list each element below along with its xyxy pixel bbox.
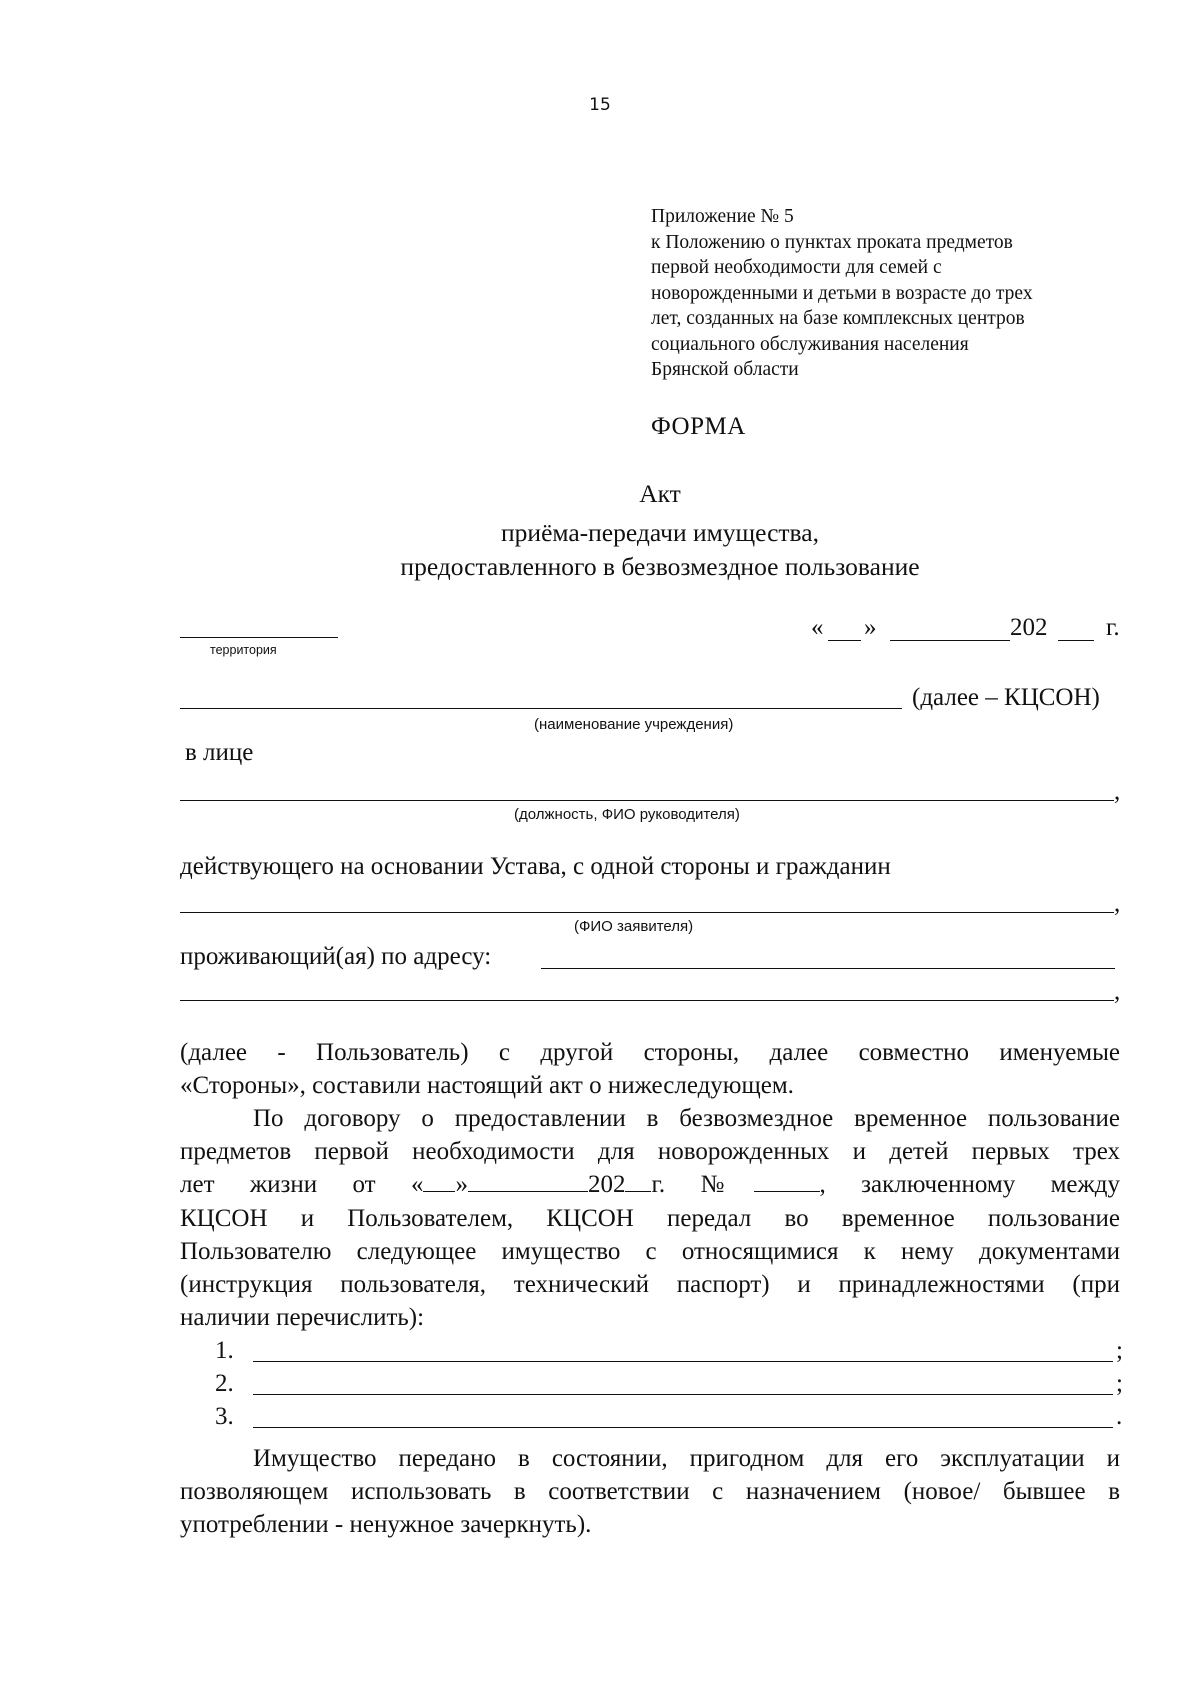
date-day-blank xyxy=(828,640,861,641)
paragraph-line: (инструкция пользователя, технический паспорт) и принадлежностями (при xyxy=(180,1271,1120,1299)
date-close-quote: » xyxy=(864,614,877,641)
appendix-line: Приложение № 5 xyxy=(651,206,794,227)
contract-text: 202 xyxy=(587,1171,626,1199)
list-item-end: ; xyxy=(1116,1370,1123,1397)
document-title: Акт xyxy=(639,479,681,508)
date-year-blank xyxy=(1058,640,1094,641)
institution-blank xyxy=(180,708,902,709)
appendix-line: к Положению о пунктах проката предметов xyxy=(651,231,1013,253)
paragraph-line: употреблении - ненужное зачеркнуть). xyxy=(180,1511,592,1539)
list-item-end: . xyxy=(1116,1403,1123,1430)
paragraph-line: наличии перечислить): xyxy=(180,1304,425,1332)
contract-paragraph xyxy=(180,1102,1120,1334)
appendix-note xyxy=(651,204,1033,383)
date-month-blank xyxy=(890,640,1010,641)
contract-number-blank xyxy=(754,1173,820,1192)
applicant-blank xyxy=(180,912,1114,913)
paragraph-line: КЦСОН и Пользователем, КЦСОН передал во временное пользование xyxy=(180,1204,1120,1232)
director-blank xyxy=(180,800,1114,801)
condition-paragraph xyxy=(180,1442,1120,1542)
parties-paragraph xyxy=(180,1036,1120,1102)
list-item-end: ; xyxy=(1116,1337,1123,1364)
applicant-caption: (ФИО заявителя) xyxy=(574,918,694,935)
list-item-number: 2. xyxy=(215,1370,234,1397)
list-item-number: 3. xyxy=(215,1403,234,1430)
paragraph-line: позволяющем использовать в соответствии с назначением (новое/ бывшее в xyxy=(180,1478,1120,1506)
director-caption: (должность, ФИО руководителя) xyxy=(514,806,740,823)
appendix-line: Брянской области xyxy=(651,359,799,380)
list-item-blank xyxy=(253,1394,1113,1395)
institution-suffix: (далее – КЦСОН) xyxy=(912,684,1100,711)
address-blank xyxy=(541,968,1115,969)
contract-date-line xyxy=(180,1168,1120,1201)
date-open-quote: « xyxy=(811,614,824,641)
contract-day-blank xyxy=(423,1173,455,1192)
date-year-suffix: г. xyxy=(1106,614,1120,641)
paragraph-line: «Стороны», составили настоящий акт о нижеследующем. xyxy=(180,1072,794,1100)
document-subtitle: предоставленного в безвозмездное пользование xyxy=(400,552,920,581)
date-year-prefix: 202 xyxy=(1010,614,1048,641)
contract-text: » xyxy=(455,1171,468,1199)
page-number: 15 xyxy=(589,95,611,115)
contract-year-blank xyxy=(625,1173,651,1192)
address-label: проживающий(ая) по адресу: xyxy=(180,943,492,970)
list-item-blank xyxy=(253,1361,1113,1362)
territory-blank xyxy=(180,637,338,638)
contract-text: г. № xyxy=(651,1171,754,1199)
paragraph-line: По договору о предоставлении в безвозмездное временное пользование xyxy=(253,1105,1120,1132)
paragraph-line: предметов первой необходимости для новорожденных и детей первых трех xyxy=(180,1138,1120,1166)
form-label: ФОРМА xyxy=(651,413,746,440)
appendix-line: новорожденными и детьми в возрасте до трех xyxy=(651,282,1033,304)
in-person-label: в лице xyxy=(185,739,254,766)
list-item-blank xyxy=(253,1427,1113,1428)
appendix-line: социального обслуживания населения xyxy=(651,333,969,355)
contract-text: лет жизни от « xyxy=(180,1171,424,1199)
list-item-number: 1. xyxy=(215,1337,234,1364)
document-subtitle: приёма-передачи имущества, xyxy=(501,518,819,547)
applicant-suffix: , xyxy=(1114,890,1121,917)
appendix-line: лет, созданных на базе комплексных центров xyxy=(651,308,1025,329)
address-suffix: , xyxy=(1114,978,1121,1005)
address-blank-2 xyxy=(180,1000,1114,1001)
territory-caption: территория xyxy=(210,643,277,657)
contract-text: , заключенному между xyxy=(819,1171,1120,1199)
appendix-line: первой необходимости для семей с xyxy=(651,257,942,278)
acting-basis-line: действующего на основании Устава, с одной стороны и гражданин xyxy=(180,853,891,880)
paragraph-line: Пользователю следующее имущество с относящимися к нему документами xyxy=(180,1237,1120,1265)
contract-month-blank xyxy=(468,1173,588,1192)
paragraph-line: (далее - Пользователь) с другой стороны, далее совместно именуемые xyxy=(180,1039,1120,1066)
institution-caption: (наименование учреждения) xyxy=(534,716,734,733)
director-suffix: , xyxy=(1114,778,1121,805)
paragraph-line: Имущество передано в состоянии, пригодном для его эксплуатации и xyxy=(253,1445,1120,1472)
